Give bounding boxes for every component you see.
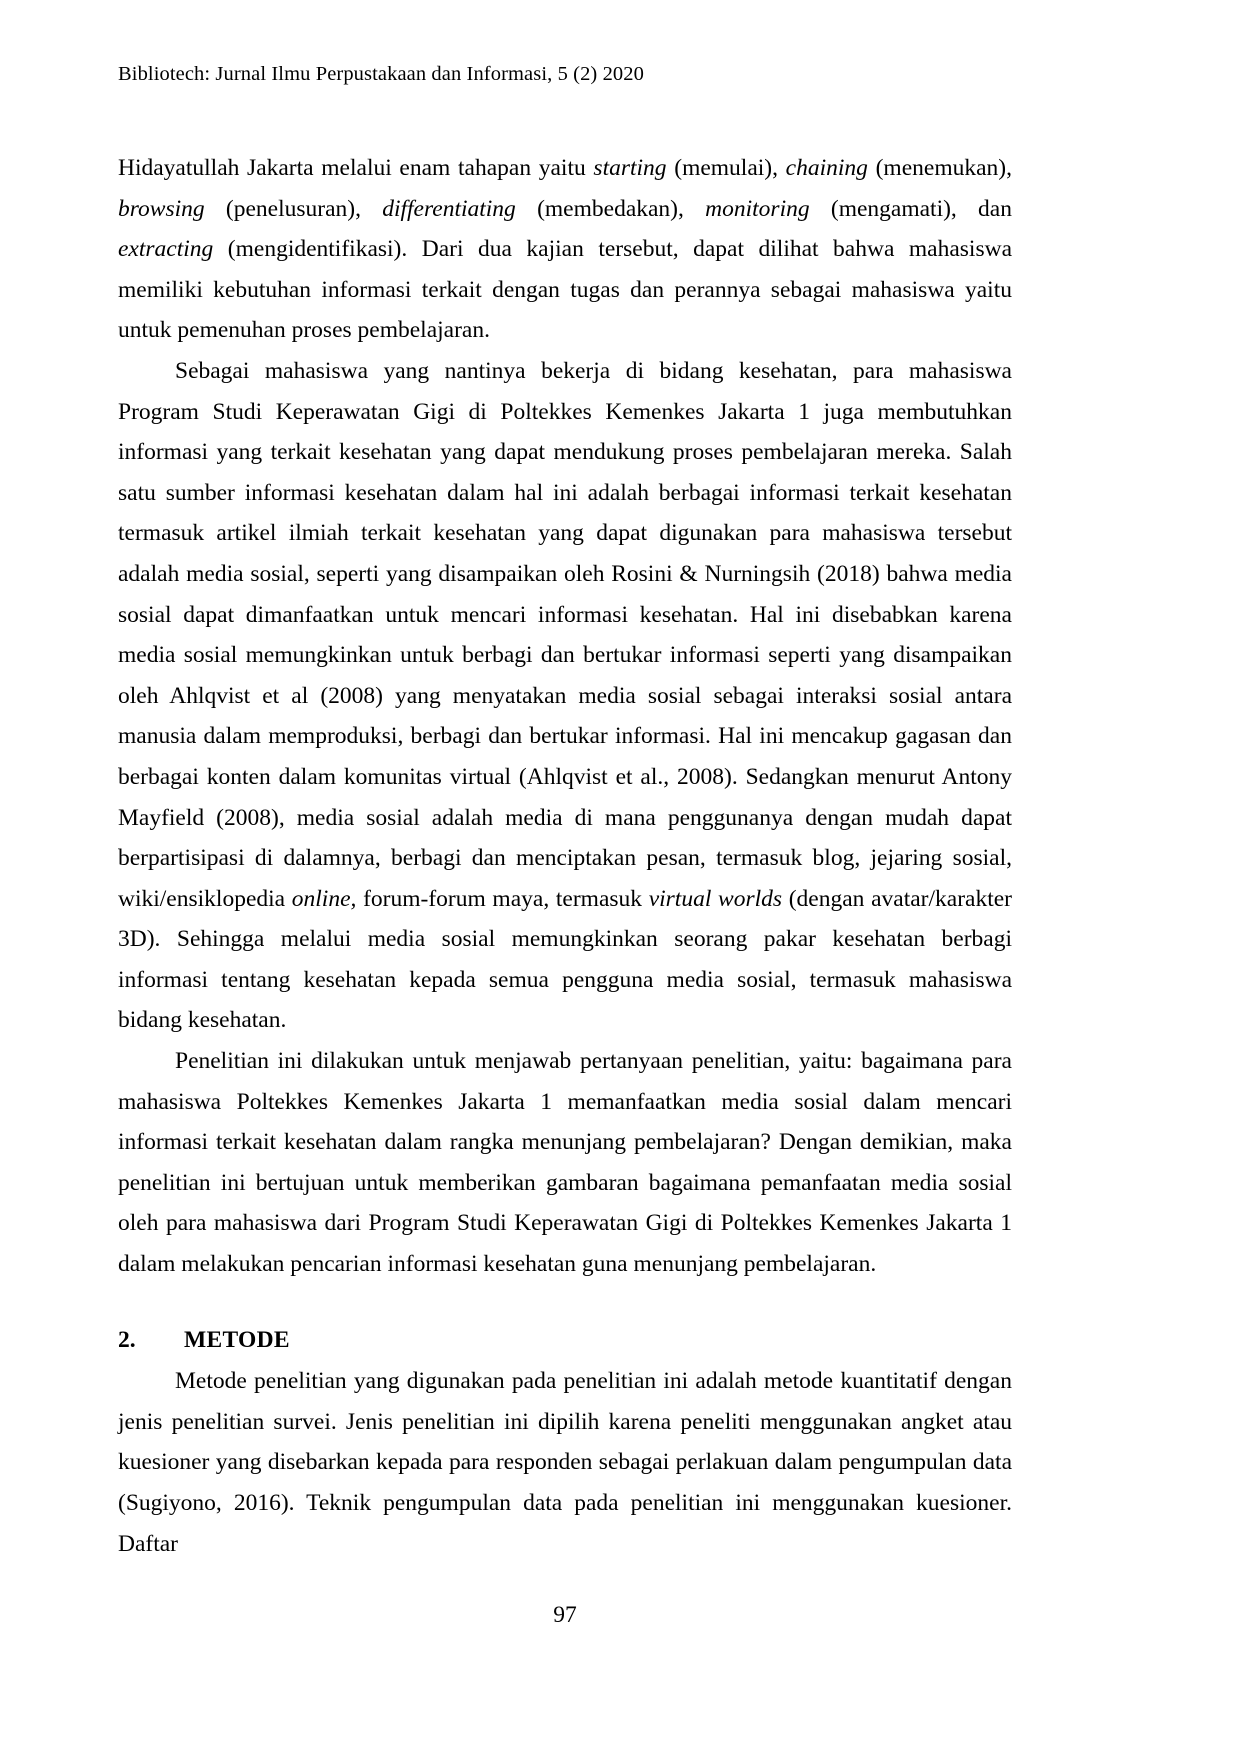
section-heading-metode — [118, 1285, 1012, 1361]
para1-seg-8: (membedakan), — [515, 195, 706, 222]
section-title: METODE — [184, 1326, 290, 1353]
para1-seg-4: (menemukan), — [867, 155, 1012, 181]
para1-italic-starting: starting — [593, 155, 667, 181]
para1-italic-monitoring: monitoring — [705, 195, 810, 222]
para2-part-a: Sebagai mahasiswa yang nantinya bekerja di bidang kesehatan, para mahasiswa Program Studi Keperawatan Gigi di Poltekkes Kemenkes Jakarta 1 juga membutuhkan informasi yang terkait kesehatan yang dapat mendukung proses pembelajaran mereka. Salah satu sumber informasi kesehatan dalam hal ini adalah berbagai informasi terkait kesehatan termasuk artikel ilmiah terkait kesehatan yang dapat digunakan para mahasiswa tersebut adalah media sosial, seperti yang disampaikan oleh Rosini & Nurningsih (2018) bahwa media sosial dapat dimanfaatkan untuk mencari informasi kesehatan. Hal ini disebabkan karena media sosial memungkinkan untuk berbagi dan bertukar informasi seperti yang disampaikan oleh Ahlqvist et al (2008) yang menyatakan media sosial sebagai interaksi sosial antara manusia dalam memproduksi, berbagi dan bertukar informasi. Hal ini mencakup gagasan dan berbagai konten dalam komunitas virtual (Ahlqvist et al., 2008). Sedangkan menurut Antony Mayfield (2008), media sosial adalah media di mana penggunanya dengan mudah dapat berpartisipasi di dalamnya, berbagi dan menciptakan pesan, termasuk blog, jejaring sosial, wiki/ensiklopedia — [118, 357, 1012, 912]
para2-part-c: (dengan avatar/karakter 3D). Sehingga melalui media sosial memungkinkan seorang pakar kesehatan berbagi informasi tentang kesehatan kepada semua pengguna media sosial, termasuk mahasiswa bidang kesehatan. — [118, 885, 1012, 1034]
paragraph-continuation — [118, 148, 1012, 351]
para2-italic-online: online, — [291, 885, 357, 912]
para1-seg-2: (memulai), — [666, 155, 786, 181]
para1-seg-10: (mengamati), dan — [809, 195, 1012, 222]
body-text-block — [118, 148, 1012, 1564]
para1-italic-extracting: extracting — [118, 236, 214, 263]
para1-italic-chaining: chaining — [785, 155, 868, 181]
paragraph-research-question: Penelitian ini dilakukan untuk menjawab pertanyaan penelitian, yaitu: bagaimana para mahasiswa Poltekkes Kemenkes Jakarta 1 memanfaatkan media sosial dalam mencari informasi terkait kesehatan dalam rangka menunjang pembelajaran? Dengan demikian, maka penelitian ini bertujuan untuk memberikan gambaran bagaimana pemanfaatan media sosial oleh para mahasiswa dari Program Studi Keperawatan Gigi di Poltekkes Kemenkes Jakarta 1 dalam melakukan pencarian informasi kesehatan guna menunjang pembelajaran. — [118, 1048, 1012, 1278]
para1-seg-text: Hidayatullah Jakarta melalui enam tahapan yaitu — [118, 155, 594, 181]
section-number: 2. — [118, 1326, 136, 1353]
para1-seg-6: (penelusuran), — [204, 195, 383, 222]
para2-italic-virtual-worlds: virtual worlds — [648, 885, 783, 912]
paragraph-social-media — [118, 351, 1012, 1041]
page-number: 97 — [553, 1602, 577, 1628]
para2-part-b: forum-forum maya, termasuk — [356, 885, 649, 912]
para1-italic-differentiating: differentiating — [382, 195, 516, 222]
para1-seg-12: (mengidentifikasi). Dari dua kajian tersebut, dapat dilihat bahwa mahasiswa memiliki kebutuhan informasi terkait dengan tugas dan perannya sebagai mahasiswa yaitu untuk pemenuhan proses pembelajaran. — [118, 236, 1012, 344]
paragraph-metode: Metode penelitian yang digunakan pada penelitian ini adalah metode kuantitatif dengan jenis penelitian survei. Jenis penelitian ini dipilih karena peneliti menggunakan angket atau kuesioner yang disebarkan kepada para responden sebagai perlakuan dalam pengumpulan data (Sugiyono, 2016). Teknik pengumpulan data pada penelitian ini menggunakan kuesioner. Daftar — [118, 1368, 1012, 1557]
para1-italic-browsing: browsing — [118, 195, 205, 222]
running-head: Bibliotech: Jurnal Ilmu Perpustakaan dan Informasi, 5 (2) 2020 — [118, 63, 644, 85]
